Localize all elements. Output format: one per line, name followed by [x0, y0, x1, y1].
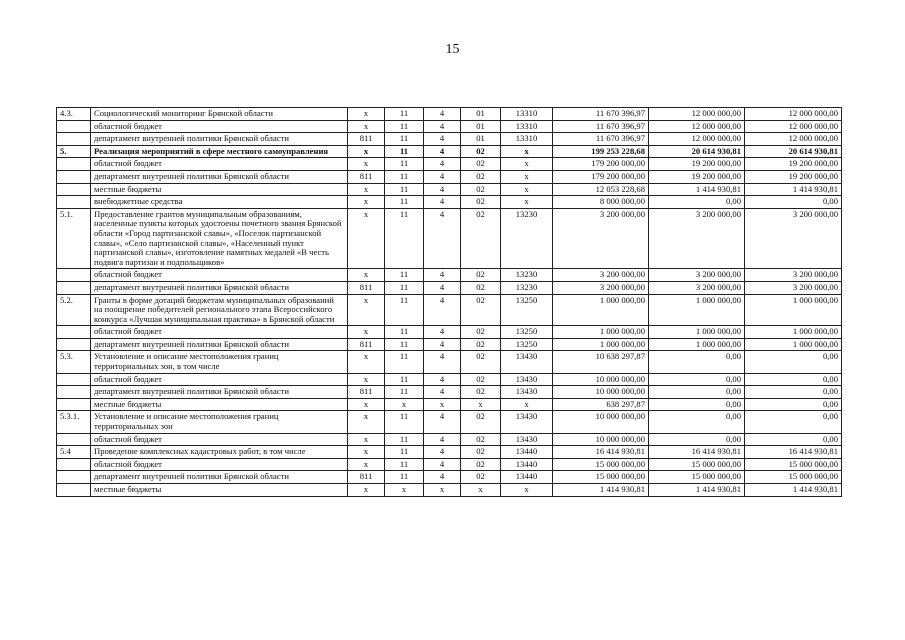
- amount-year-3: 1 414 930,81: [745, 183, 842, 196]
- item-name: департамент внутренней политики Брянской области: [91, 386, 348, 399]
- amount-year-2: 19 200 000,00: [649, 158, 745, 171]
- item-number: [57, 458, 91, 471]
- code-grbs: х: [348, 411, 385, 433]
- code-grbs: х: [348, 294, 385, 326]
- code-event: 02: [461, 158, 501, 171]
- code-program: 11: [385, 458, 424, 471]
- amount-year-2: 1 414 930,81: [649, 183, 745, 196]
- code-program: 11: [385, 158, 424, 171]
- table-row: [57, 446, 842, 459]
- code-event: 02: [461, 196, 501, 209]
- table-row: [57, 170, 842, 183]
- code-program: 11: [385, 471, 424, 484]
- code-grbs: х: [348, 120, 385, 133]
- amount-year-3: 3 200 000,00: [745, 269, 842, 282]
- code-program: 11: [385, 446, 424, 459]
- code-subprogram: 4: [424, 351, 461, 373]
- code-direction: 13430: [501, 386, 553, 399]
- amount-year-1: 11 670 396,97: [553, 108, 649, 121]
- code-grbs: х: [348, 196, 385, 209]
- amount-year-3: 12 000 000,00: [745, 120, 842, 133]
- table-row: [57, 294, 842, 326]
- code-direction: 13230: [501, 281, 553, 294]
- code-program: 11: [385, 170, 424, 183]
- code-program: 11: [385, 281, 424, 294]
- code-event: 02: [461, 386, 501, 399]
- code-program: 11: [385, 120, 424, 133]
- code-subprogram: 4: [424, 386, 461, 399]
- item-number: [57, 326, 91, 339]
- table-row: [57, 196, 842, 209]
- table-row: [57, 269, 842, 282]
- amount-year-1: 10 638 297,87: [553, 351, 649, 373]
- code-subprogram: 4: [424, 108, 461, 121]
- code-subprogram: 4: [424, 411, 461, 433]
- amount-year-2: 12 000 000,00: [649, 133, 745, 146]
- amount-year-1: 638 297,87: [553, 398, 649, 411]
- code-subprogram: 4: [424, 471, 461, 484]
- table-row: [57, 281, 842, 294]
- code-event: 02: [461, 433, 501, 446]
- budget-table: [56, 107, 842, 497]
- code-program: 11: [385, 294, 424, 326]
- item-name: департамент внутренней политики Брянской области: [91, 133, 348, 146]
- amount-year-3: 0,00: [745, 351, 842, 373]
- amount-year-1: 179 200 000,00: [553, 158, 649, 171]
- code-program: 11: [385, 411, 424, 433]
- amount-year-3: 0,00: [745, 373, 842, 386]
- amount-year-2: 3 200 000,00: [649, 208, 745, 269]
- code-event: 02: [461, 458, 501, 471]
- item-number: [57, 183, 91, 196]
- amount-year-1: 1 000 000,00: [553, 338, 649, 351]
- code-program: 11: [385, 338, 424, 351]
- code-direction: х: [501, 484, 553, 497]
- code-direction: 13430: [501, 411, 553, 433]
- amount-year-1: 10 000 000,00: [553, 411, 649, 433]
- table-row: [57, 338, 842, 351]
- code-direction: х: [501, 170, 553, 183]
- item-name: областной бюджет: [91, 158, 348, 171]
- code-program: х: [385, 484, 424, 497]
- code-subprogram: 4: [424, 183, 461, 196]
- code-grbs: х: [348, 183, 385, 196]
- code-grbs: 811: [348, 471, 385, 484]
- amount-year-2: 19 200 000,00: [649, 170, 745, 183]
- item-number: [57, 386, 91, 399]
- code-subprogram: 4: [424, 133, 461, 146]
- code-direction: 13430: [501, 351, 553, 373]
- amount-year-1: 15 000 000,00: [553, 471, 649, 484]
- code-event: х: [461, 398, 501, 411]
- amount-year-3: 1 000 000,00: [745, 326, 842, 339]
- amount-year-2: 0,00: [649, 433, 745, 446]
- code-subprogram: 4: [424, 433, 461, 446]
- table-row: [57, 411, 842, 433]
- item-number: 5.3.: [57, 351, 91, 373]
- code-program: х: [385, 398, 424, 411]
- amount-year-2: 1 000 000,00: [649, 294, 745, 326]
- table-row: [57, 484, 842, 497]
- item-name: областной бюджет: [91, 120, 348, 133]
- code-direction: х: [501, 196, 553, 209]
- code-direction: 13230: [501, 269, 553, 282]
- item-number: 5.3.1.: [57, 411, 91, 433]
- amount-year-1: 15 000 000,00: [553, 458, 649, 471]
- amount-year-1: 10 000 000,00: [553, 386, 649, 399]
- code-grbs: х: [348, 433, 385, 446]
- table-row: [57, 183, 842, 196]
- table-row: [57, 373, 842, 386]
- code-program: 11: [385, 208, 424, 269]
- code-grbs: х: [348, 145, 385, 158]
- table-row: [57, 458, 842, 471]
- item-name: областной бюджет: [91, 326, 348, 339]
- amount-year-3: 0,00: [745, 411, 842, 433]
- item-name: департамент внутренней политики Брянской области: [91, 338, 348, 351]
- item-number: [57, 170, 91, 183]
- code-event: 02: [461, 446, 501, 459]
- amount-year-1: 3 200 000,00: [553, 208, 649, 269]
- item-number: 5.4: [57, 446, 91, 459]
- item-name: местные бюджеты: [91, 484, 348, 497]
- code-program: 11: [385, 433, 424, 446]
- code-event: 01: [461, 108, 501, 121]
- item-name: Предоставление грантов муниципальным образованиям, населенные пункты которых удостоены почетного звания Брянской области «Город партизанской славы», «Поселок партизанской славы», «Село партизанской славы», «Населенный пункт партизанской славы», изготовление памятных медалей «В честь подвига партизан и подпольщиков»: [91, 208, 348, 269]
- table-row: [57, 158, 842, 171]
- amount-year-3: 0,00: [745, 196, 842, 209]
- code-grbs: х: [348, 373, 385, 386]
- code-direction: 13440: [501, 458, 553, 471]
- amount-year-1: 8 000 000,00: [553, 196, 649, 209]
- item-name: областной бюджет: [91, 373, 348, 386]
- item-name: местные бюджеты: [91, 398, 348, 411]
- item-number: 5.1.: [57, 208, 91, 269]
- code-program: 11: [385, 373, 424, 386]
- item-name: Проведение комплексных кадастровых работ, в том числе: [91, 446, 348, 459]
- code-subprogram: 4: [424, 294, 461, 326]
- item-name: областной бюджет: [91, 269, 348, 282]
- page-number: 15: [445, 42, 460, 57]
- code-direction: 13430: [501, 433, 553, 446]
- item-number: [57, 158, 91, 171]
- code-subprogram: 4: [424, 373, 461, 386]
- item-name: Установление и описание местоположения границ территориальных зон, в том числе: [91, 351, 348, 373]
- amount-year-1: 199 253 228,68: [553, 145, 649, 158]
- code-event: 02: [461, 170, 501, 183]
- amount-year-3: 0,00: [745, 386, 842, 399]
- code-grbs: х: [348, 458, 385, 471]
- amount-year-3: 3 200 000,00: [745, 281, 842, 294]
- code-grbs: х: [348, 351, 385, 373]
- code-event: 02: [461, 326, 501, 339]
- code-subprogram: х: [424, 484, 461, 497]
- amount-year-3: 1 000 000,00: [745, 294, 842, 326]
- item-number: [57, 471, 91, 484]
- item-number: 5.: [57, 145, 91, 158]
- amount-year-1: 10 000 000,00: [553, 433, 649, 446]
- amount-year-3: 16 414 930,81: [745, 446, 842, 459]
- code-direction: х: [501, 183, 553, 196]
- code-grbs: 811: [348, 281, 385, 294]
- code-grbs: х: [348, 398, 385, 411]
- item-name: Реализация мероприятий в сфере местного самоуправления: [91, 145, 348, 158]
- amount-year-3: 3 200 000,00: [745, 208, 842, 269]
- code-subprogram: 4: [424, 326, 461, 339]
- code-grbs: 811: [348, 133, 385, 146]
- code-subprogram: 4: [424, 458, 461, 471]
- table-row: [57, 133, 842, 146]
- item-name: областной бюджет: [91, 458, 348, 471]
- amount-year-2: 1 414 930,81: [649, 484, 745, 497]
- code-subprogram: 4: [424, 196, 461, 209]
- code-program: 11: [385, 351, 424, 373]
- code-grbs: х: [348, 446, 385, 459]
- amount-year-2: 15 000 000,00: [649, 458, 745, 471]
- amount-year-3: 19 200 000,00: [745, 158, 842, 171]
- code-direction: 13250: [501, 326, 553, 339]
- code-direction: х: [501, 145, 553, 158]
- table-row: [57, 433, 842, 446]
- amount-year-2: 16 414 930,81: [649, 446, 745, 459]
- code-direction: 13310: [501, 120, 553, 133]
- table-row: [57, 108, 842, 121]
- code-event: 02: [461, 471, 501, 484]
- amount-year-1: 12 053 228,68: [553, 183, 649, 196]
- item-number: [57, 338, 91, 351]
- amount-year-2: 1 000 000,00: [649, 338, 745, 351]
- amount-year-1: 11 670 396,97: [553, 120, 649, 133]
- item-name: департамент внутренней политики Брянской области: [91, 170, 348, 183]
- amount-year-2: 12 000 000,00: [649, 120, 745, 133]
- code-direction: 13310: [501, 108, 553, 121]
- amount-year-3: 1 000 000,00: [745, 338, 842, 351]
- amount-year-1: 1 000 000,00: [553, 294, 649, 326]
- code-event: 02: [461, 281, 501, 294]
- item-number: [57, 373, 91, 386]
- item-name: Социологический мониторинг Брянской области: [91, 108, 348, 121]
- table-row: [57, 208, 842, 269]
- table-row: [57, 471, 842, 484]
- amount-year-1: 3 200 000,00: [553, 281, 649, 294]
- code-program: 11: [385, 183, 424, 196]
- code-subprogram: 4: [424, 269, 461, 282]
- amount-year-1: 1 000 000,00: [553, 326, 649, 339]
- code-grbs: х: [348, 326, 385, 339]
- code-grbs: х: [348, 158, 385, 171]
- item-number: [57, 433, 91, 446]
- amount-year-2: 15 000 000,00: [649, 471, 745, 484]
- amount-year-1: 1 414 930,81: [553, 484, 649, 497]
- code-program: 11: [385, 196, 424, 209]
- amount-year-3: 0,00: [745, 433, 842, 446]
- amount-year-1: 10 000 000,00: [553, 373, 649, 386]
- code-program: 11: [385, 326, 424, 339]
- code-direction: 13230: [501, 208, 553, 269]
- amount-year-1: 11 670 396,97: [553, 133, 649, 146]
- amount-year-1: 16 414 930,81: [553, 446, 649, 459]
- item-name: департамент внутренней политики Брянской области: [91, 281, 348, 294]
- code-event: 01: [461, 133, 501, 146]
- item-name: местные бюджеты: [91, 183, 348, 196]
- code-direction: 13440: [501, 471, 553, 484]
- item-number: [57, 269, 91, 282]
- table-row: [57, 386, 842, 399]
- code-subprogram: 4: [424, 281, 461, 294]
- code-subprogram: 4: [424, 338, 461, 351]
- code-subprogram: 4: [424, 158, 461, 171]
- amount-year-2: 0,00: [649, 351, 745, 373]
- code-subprogram: 4: [424, 145, 461, 158]
- item-name: Установление и описание местоположения границ территориальных зон: [91, 411, 348, 433]
- amount-year-1: 179 200 000,00: [553, 170, 649, 183]
- code-grbs: 811: [348, 386, 385, 399]
- code-event: 01: [461, 120, 501, 133]
- item-number: [57, 133, 91, 146]
- code-grbs: 811: [348, 338, 385, 351]
- code-program: 11: [385, 386, 424, 399]
- amount-year-3: 12 000 000,00: [745, 108, 842, 121]
- item-name: областной бюджет: [91, 433, 348, 446]
- table-row: [57, 120, 842, 133]
- code-direction: 13250: [501, 338, 553, 351]
- code-event: 02: [461, 183, 501, 196]
- code-grbs: х: [348, 208, 385, 269]
- item-name: Гранты в форме дотаций бюджетам муниципальных образований на поощрение победителей регионального этапа Всероссийского конкурса «Лучшая муниципальная практика» в Брянской области: [91, 294, 348, 326]
- code-event: 02: [461, 145, 501, 158]
- code-event: 02: [461, 269, 501, 282]
- item-number: 4.3.: [57, 108, 91, 121]
- code-program: 11: [385, 133, 424, 146]
- amount-year-2: 0,00: [649, 386, 745, 399]
- code-program: 11: [385, 145, 424, 158]
- amount-year-1: 3 200 000,00: [553, 269, 649, 282]
- amount-year-3: 1 414 930,81: [745, 484, 842, 497]
- table-row: [57, 351, 842, 373]
- code-direction: 13430: [501, 373, 553, 386]
- code-subprogram: 4: [424, 170, 461, 183]
- amount-year-3: 15 000 000,00: [745, 471, 842, 484]
- code-subprogram: 4: [424, 120, 461, 133]
- amount-year-3: 20 614 930,81: [745, 145, 842, 158]
- code-grbs: х: [348, 269, 385, 282]
- amount-year-2: 1 000 000,00: [649, 326, 745, 339]
- code-program: 11: [385, 108, 424, 121]
- code-subprogram: 4: [424, 208, 461, 269]
- amount-year-3: 15 000 000,00: [745, 458, 842, 471]
- amount-year-3: 12 000 000,00: [745, 133, 842, 146]
- code-direction: 13250: [501, 294, 553, 326]
- amount-year-3: 19 200 000,00: [745, 170, 842, 183]
- code-program: 11: [385, 269, 424, 282]
- table-row: [57, 145, 842, 158]
- amount-year-3: 0,00: [745, 398, 842, 411]
- code-direction: 13440: [501, 446, 553, 459]
- amount-year-2: 0,00: [649, 196, 745, 209]
- amount-year-2: 3 200 000,00: [649, 281, 745, 294]
- code-event: 02: [461, 208, 501, 269]
- code-subprogram: 4: [424, 446, 461, 459]
- amount-year-2: 0,00: [649, 373, 745, 386]
- code-direction: х: [501, 398, 553, 411]
- item-number: [57, 398, 91, 411]
- code-grbs: х: [348, 108, 385, 121]
- item-number: [57, 484, 91, 497]
- item-number: [57, 196, 91, 209]
- table-row: [57, 326, 842, 339]
- code-event: 02: [461, 411, 501, 433]
- table-row: [57, 398, 842, 411]
- amount-year-2: 0,00: [649, 398, 745, 411]
- code-event: 02: [461, 294, 501, 326]
- code-direction: х: [501, 158, 553, 171]
- amount-year-2: 3 200 000,00: [649, 269, 745, 282]
- code-grbs: 811: [348, 170, 385, 183]
- item-name: департамент внутренней политики Брянской области: [91, 471, 348, 484]
- code-grbs: х: [348, 484, 385, 497]
- item-number: [57, 281, 91, 294]
- code-subprogram: х: [424, 398, 461, 411]
- amount-year-2: 20 614 930,81: [649, 145, 745, 158]
- item-name: внебюджетные средства: [91, 196, 348, 209]
- amount-year-2: 0,00: [649, 411, 745, 433]
- code-event: х: [461, 484, 501, 497]
- item-number: [57, 120, 91, 133]
- code-event: 02: [461, 351, 501, 373]
- item-number: 5.2.: [57, 294, 91, 326]
- amount-year-2: 12 000 000,00: [649, 108, 745, 121]
- code-event: 02: [461, 373, 501, 386]
- code-direction: 13310: [501, 133, 553, 146]
- code-event: 02: [461, 338, 501, 351]
